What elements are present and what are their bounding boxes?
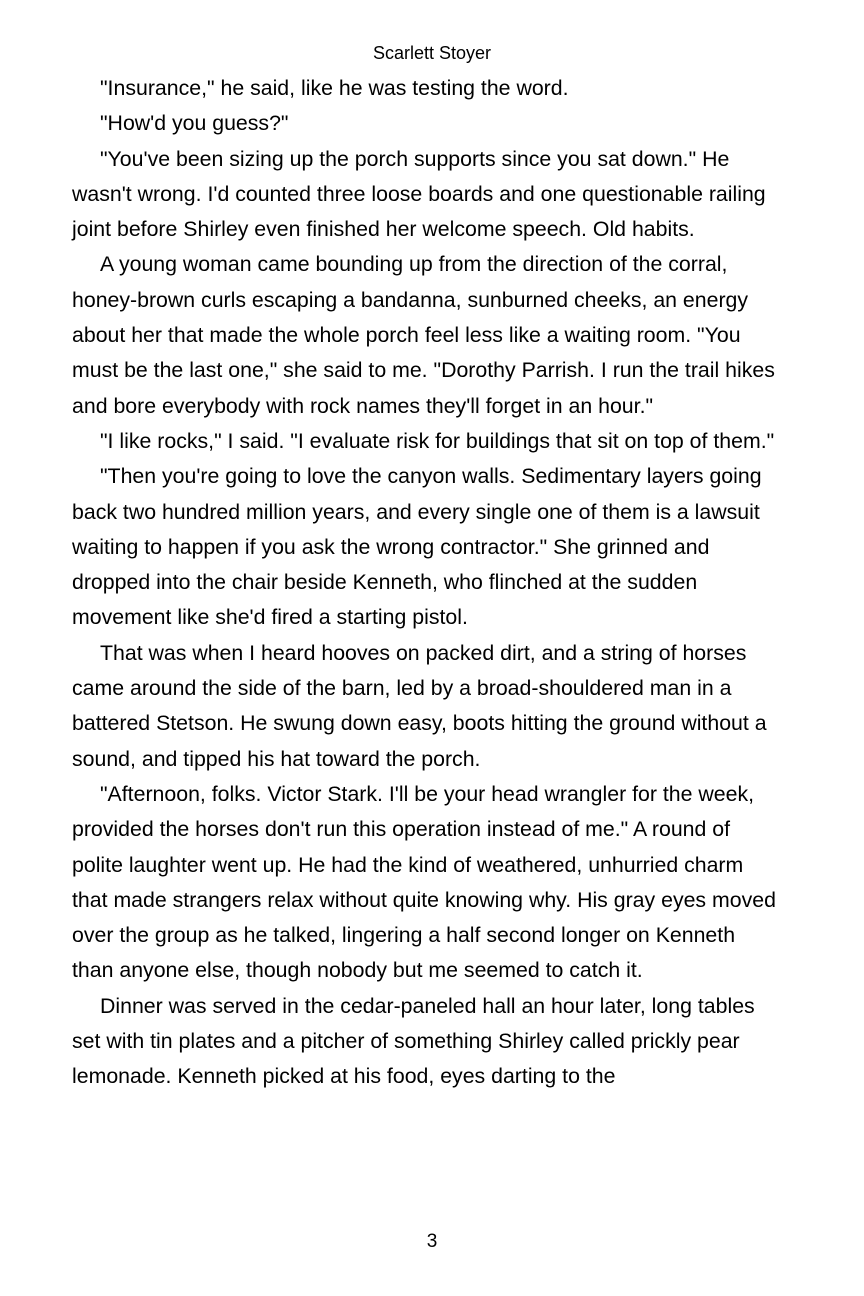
paragraph: That was when I heard hooves on packed dirt, and a string of horses came around the side of the barn, led by a broad-shouldered man in a battered Stetson. He swung down easy, boots hitting the ground without a sound, and tipped his hat toward the porch. bbox=[72, 640, 767, 771]
paragraph: "Afternoon, folks. Victor Stark. I'll be your head wrangler for the week, provided the horses don't run this operation instead of me." A round of polite laughter went up. He had the kind of weathered, unhurried charm that made strangers relax without quite knowing why. His gray eyes moved over the group as he talked, lingering a half second longer on Kenneth than anyone else, though nobody but me seemed to catch it. bbox=[72, 781, 776, 983]
running-header-author: Scarlett Stoyer bbox=[372, 43, 492, 63]
page-number: 3 bbox=[426, 1231, 438, 1252]
body-text bbox=[72, 71, 777, 1095]
paragraph: A young woman came bounding up from the direction of the corral, honey-brown curls escaping a bandanna, sunburned cheeks, an energy about her that made the whole porch feel less like a waiting room. "You must be the last one," she said to me. "Dorothy Parrish. I run the trail hikes and bore everybody with rock names they'll forget in an hour." bbox=[72, 252, 775, 418]
paragraph: "I like rocks," I said. "I evaluate risk for buildings that sit on top of them." bbox=[100, 428, 775, 453]
paragraph: "How'd you guess?" bbox=[100, 111, 289, 136]
paragraph: "Insurance," he said, like he was testing the word. bbox=[100, 76, 569, 100]
paragraph: Dinner was served in the cedar-paneled hall an hour later, long tables set with tin plates and a pitcher of something Shirley called prickly pear lemonade. Kenneth picked at his food, eyes darting to the bbox=[72, 993, 755, 1089]
paragraph: "Then you're going to love the canyon walls. Sedimentary layers going back two hundred million years, and every single one of them is a lawsuit waiting to happen if you ask the wrong contractor." She grinned and dropped into the chair beside Kenneth, who flinched at the sudden movement like she'd fired a starting pistol. bbox=[72, 464, 762, 630]
paragraph: "You've been sizing up the porch supports since you sat down." He wasn't wrong. I'd counted three loose boards and one questionable railing joint before Shirley even finished her welcome speech. Old habits. bbox=[72, 146, 766, 242]
